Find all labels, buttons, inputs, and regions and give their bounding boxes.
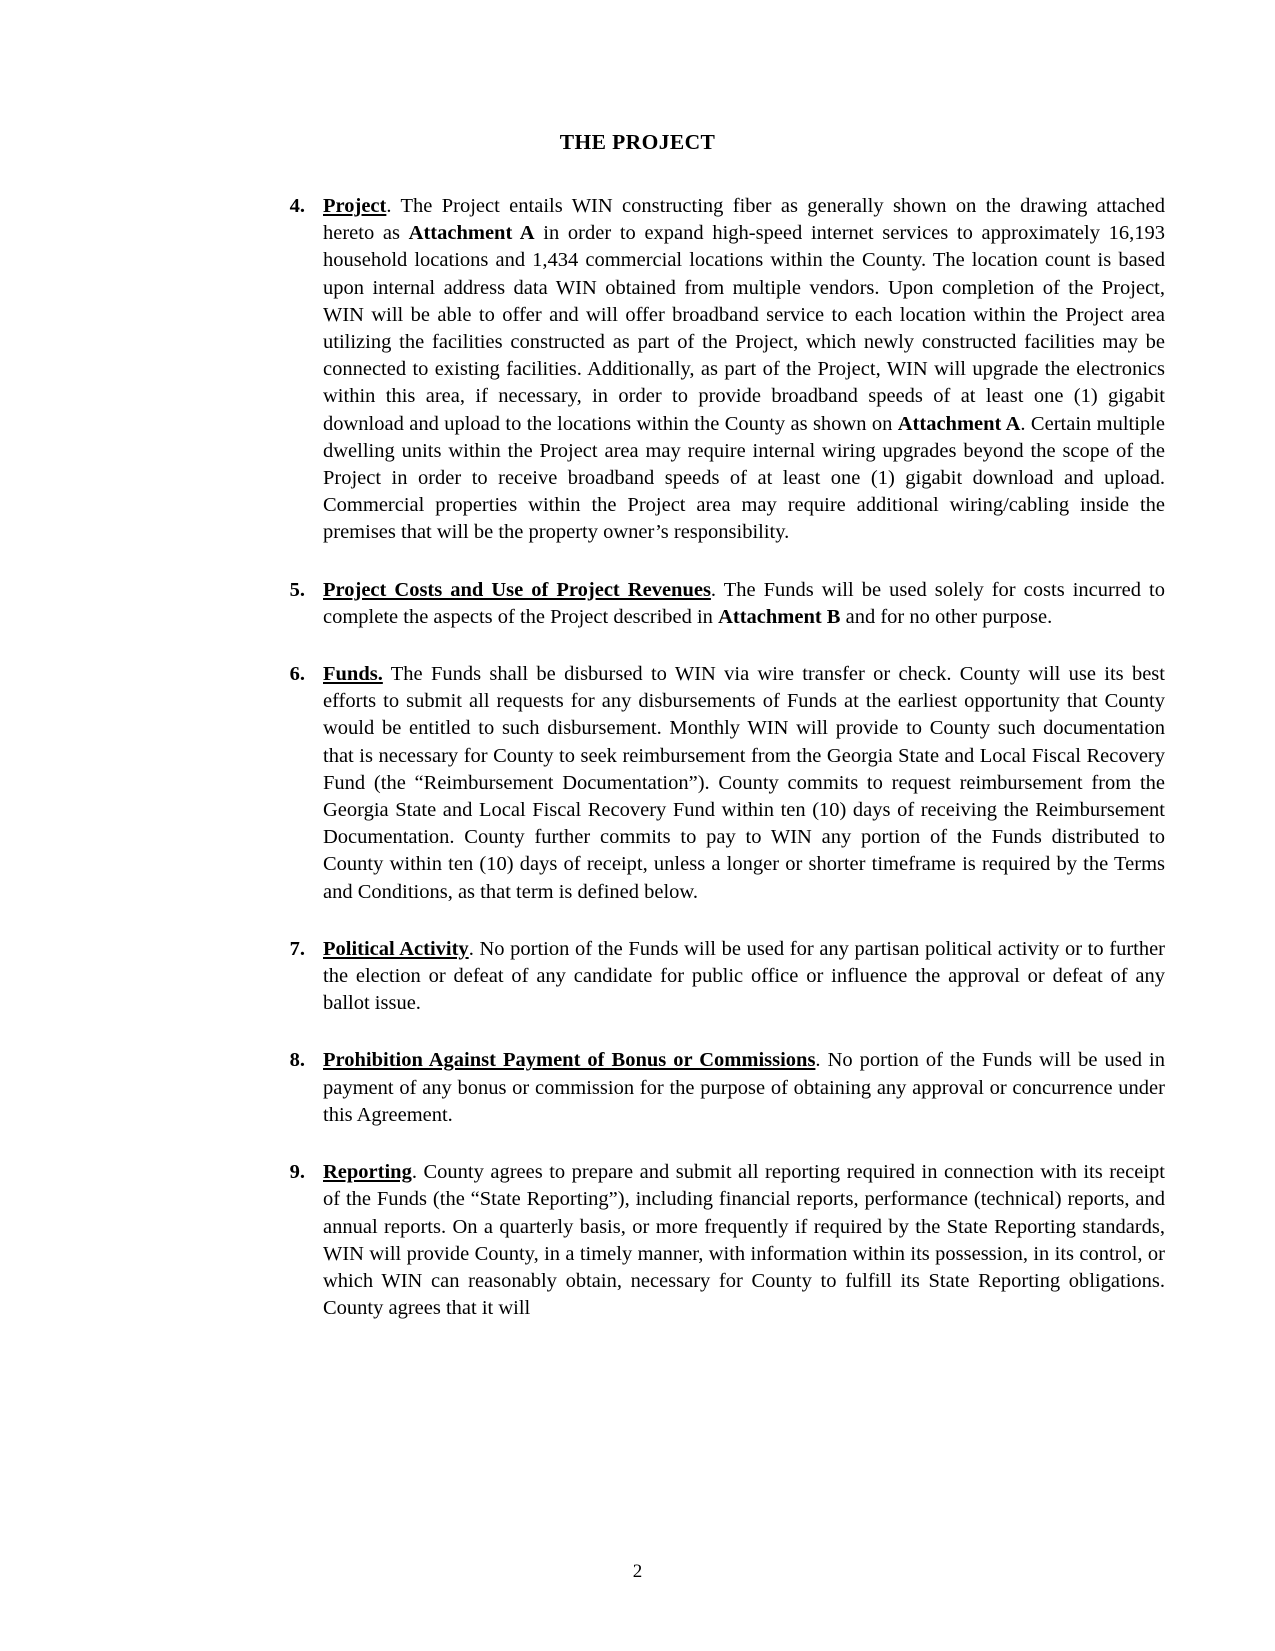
- clause-8: [285, 1047, 1165, 1129]
- clause-heading: Prohibition Against Payment of Bonus or Commissions: [323, 1049, 816, 1072]
- clause-number: 7.: [289, 937, 305, 960]
- clause-number: 4.: [289, 195, 305, 217]
- clause-number: 5.: [289, 578, 305, 601]
- clause-content: . County agrees to prepare and submit all reporting required in connection with its receipt of the Funds (the “State Reporting”), including financial reports, performance (technical) reports, and annual reports. On a quarterly basis, or more frequently if required by the State Reporting standards, WIN will provide County, in a timely manner, with information within its possession, in its control, or which WIN can reasonably obtain, necessary for County to fulfill its State Reporting obligations. County agrees that it will: [323, 1161, 1165, 1320]
- clause-body: [323, 1047, 1165, 1129]
- page-number: 2: [632, 1561, 643, 1582]
- clause-9: [285, 1159, 1165, 1322]
- clause-6: [285, 661, 1165, 906]
- clause-7: [285, 936, 1165, 1018]
- clause-heading: Political Activity: [323, 937, 469, 960]
- clause-body: [323, 193, 1165, 547]
- clause-heading: Reporting: [323, 1161, 412, 1184]
- clause-content: . No portion of the Funds will be used for any partisan political activity or to further the election or defeat of any candidate for public office or influence the approval or defeat of any ballot issue.: [323, 937, 1166, 1015]
- clause-number: 6.: [289, 663, 305, 686]
- clause-4: [285, 193, 1165, 547]
- clause-content: The Funds shall be disbursed to WIN via wire transfer or check. County will use its best efforts to submit all requests for any disbursements of Funds at the earliest opportunity that County would be entitled to such disbursement. Monthly WIN will provide to County such documentation that is necessary for County to seek reimbursement from the Georgia State and Local Fiscal Recovery Fund (the “Reimbursement Documentation”). County commits to request reimbursement from the Georgia State and Local Fiscal Recovery Fund within ten (10) days of receiving the Reimbursement Documentation. County further commits to pay to WIN any portion of the Funds distributed to County within ten (10) days of receipt, unless a longer or shorter timeframe is required by the Terms and Conditions, as that term is defined below.: [323, 663, 1165, 903]
- clause-content: . The Project entails WIN constructing fiber as generally shown on the drawing attached hereto as Attachment A in order to expand high-speed internet services to approximately 16,193 household locations and 1,434 commercial locations within the County. The location count is based upon internal address data WIN obtained from multiple vendors. Upon completion of the Project, WIN will be able to offer and will offer broadband service to each location within the Project area utilizing the facilities constructed as part of the Project, which newly constructed facilities may be connected to existing facilities. Additionally, as part of the Project, WIN will upgrade the electronics within this area, if necessary, in order to provide broadband speeds of at least one (1) gigabit download and upload to the locations within the County as shown on Attachment A. Certain multiple dwelling units within the Project area may require internal wiring upgrades beyond the scope of the Project in order to receive broadband speeds of at least one (1) gigabit download and upload. Commercial properties within the Project area may require additional wiring/cabling inside the premises that will be the property owner’s responsibility.: [323, 195, 1166, 544]
- clause-body: [323, 661, 1165, 906]
- clause-body: [323, 1159, 1165, 1322]
- clause-heading: Project Costs and Use of Project Revenues: [323, 578, 711, 601]
- clause-heading: Funds.: [323, 663, 383, 686]
- clause-body: [323, 577, 1165, 631]
- clause-heading: Project: [323, 195, 387, 217]
- page-title: THE PROJECT: [559, 130, 716, 154]
- clause-5: [285, 577, 1165, 631]
- clause-number: 9.: [289, 1161, 305, 1184]
- clause-content: . No portion of the Funds will be used in payment of any bonus or commission for the purpose of obtaining any approval or concurrence under this Agreement.: [323, 1049, 1165, 1126]
- document-body: [110, 193, 1165, 1322]
- clause-content: . The Funds will be used solely for costs incurred to complete the aspects of the Project described in Attachment B and for no other purpose.: [323, 578, 1165, 628]
- clause-body: [323, 936, 1165, 1018]
- clause-number: 8.: [289, 1049, 305, 1072]
